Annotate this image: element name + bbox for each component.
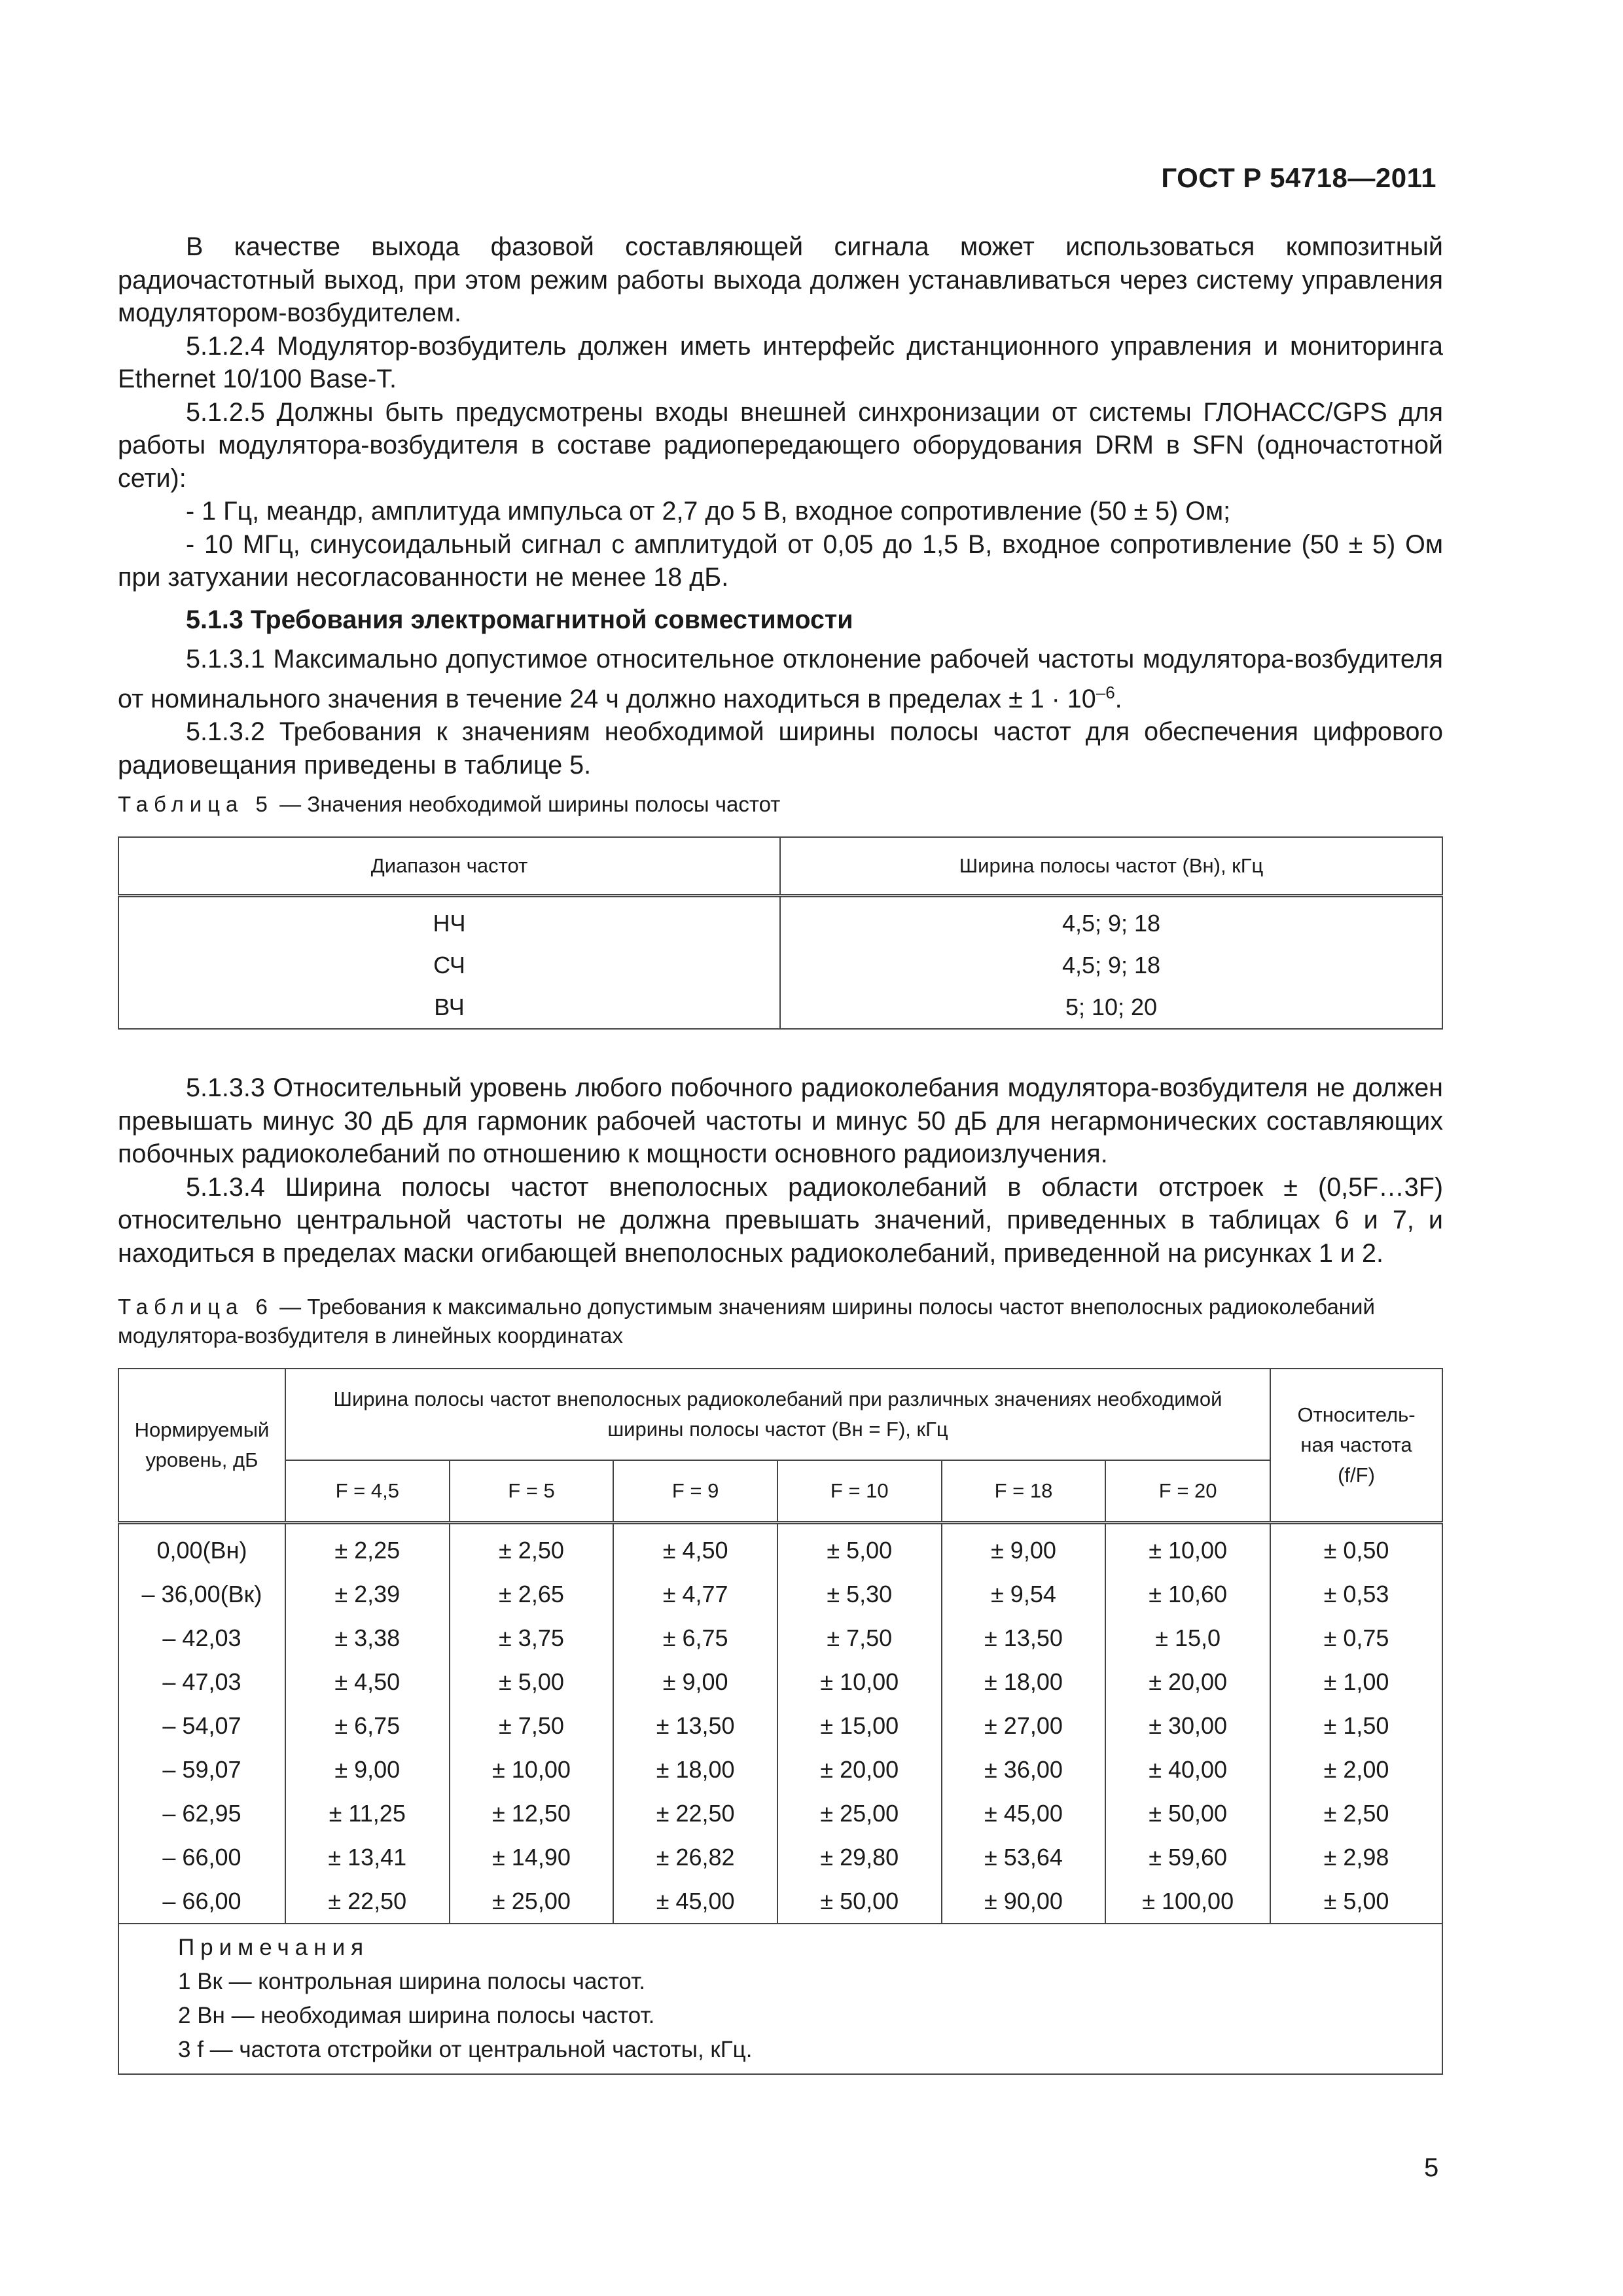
note-item: 3 f — частота отстройки от центральной частоты, кГц. bbox=[178, 2037, 753, 2062]
table-cell: ± 22,50 bbox=[285, 1879, 450, 1924]
table-cell: ± 3,38 bbox=[285, 1616, 450, 1660]
table-cell: – 66,00 bbox=[118, 1879, 285, 1924]
table-cell: – 36,00(Вк) bbox=[118, 1572, 285, 1616]
table-row bbox=[118, 1523, 1442, 1573]
body-text-block-1 bbox=[118, 230, 1443, 781]
paragraph: 5.1.3.4 Ширина полосы частот внеполосных радиоколебаний в области отстроек ± (0,5F…3F) относительно центральной частоты не должна превышать значений, приведенных в таблицах 6 и 7, и находиться в пределах маски огибающей внеполосных радиоколебаний, приведенной на рисунках 1 и 2. bbox=[118, 1172, 1443, 1268]
paragraph: 5.1.2.5 Должны быть предусмотрены входы внешней синхронизации от системы ГЛОНАСС/GPS для работы модулятора-возбудителя в составе радиопередающего оборудования DRM в SFN (одночастотной сети): bbox=[118, 397, 1443, 493]
table-cell: ± 45,00 bbox=[942, 1791, 1106, 1835]
table-cell: ± 2,00 bbox=[1270, 1748, 1442, 1791]
table-cell: – 66,00 bbox=[118, 1835, 285, 1879]
table-cell: ± 10,60 bbox=[1105, 1572, 1270, 1616]
table-cell: – 59,07 bbox=[118, 1748, 285, 1791]
table5-header: Ширина полосы частот (Вн), кГц bbox=[780, 837, 1442, 896]
table-cell: ± 100,00 bbox=[1105, 1879, 1270, 1924]
table-cell: ± 10,00 bbox=[777, 1660, 942, 1704]
table-cell: ± 0,53 bbox=[1270, 1572, 1442, 1616]
table-cell: ± 18,00 bbox=[942, 1660, 1106, 1704]
table6-subheader: F = 5 bbox=[450, 1460, 614, 1523]
table6-subheader: F = 4,5 bbox=[285, 1460, 450, 1523]
table-cell: ± 7,50 bbox=[777, 1616, 942, 1660]
table-cell: ± 30,00 bbox=[1105, 1704, 1270, 1748]
table-cell: ± 2,39 bbox=[285, 1572, 450, 1616]
table-cell: ± 5,00 bbox=[777, 1523, 942, 1573]
list-item: - 10 МГц, синусоидальный сигнал с амплитудой от 0,05 до 1,5 В, входное сопротивление (50 ± 5) Ом при затухании несогласованности не менее 18 дБ. bbox=[118, 529, 1443, 592]
table6-subheader: F = 9 bbox=[613, 1460, 777, 1523]
table6-subheader: F = 18 bbox=[942, 1460, 1106, 1523]
table-cell: ± 5,00 bbox=[450, 1660, 614, 1704]
table-cell: ± 50,00 bbox=[777, 1879, 942, 1924]
table-cell: ± 5,30 bbox=[777, 1572, 942, 1616]
table-cell: ± 1,00 bbox=[1270, 1660, 1442, 1704]
table-cell: ± 6,75 bbox=[285, 1704, 450, 1748]
table6-subheader: F = 20 bbox=[1105, 1460, 1270, 1523]
table-cell: – 54,07 bbox=[118, 1704, 285, 1748]
table-cell: ± 14,90 bbox=[450, 1835, 614, 1879]
table-cell: ± 3,75 bbox=[450, 1616, 614, 1660]
note-item: 1 Вк — контрольная ширина полосы частот. bbox=[178, 1969, 645, 1994]
table-cell: ± 0,50 bbox=[1270, 1523, 1442, 1573]
table-row bbox=[118, 1879, 1442, 1924]
table-row: ВЧ 5; 10; 20 bbox=[118, 986, 1442, 1029]
body-text-block-2 bbox=[118, 1071, 1443, 1270]
table-cell: ± 1,50 bbox=[1270, 1704, 1442, 1748]
table-cell: ± 50,00 bbox=[1105, 1791, 1270, 1835]
table-row: СЧ 4,5; 9; 18 bbox=[118, 944, 1442, 986]
table-cell: ± 10,00 bbox=[1105, 1523, 1270, 1573]
table6-header-relative: Относитель-ная частота (f/F) bbox=[1270, 1369, 1442, 1523]
list-item: - 1 Гц, меандр, амплитуда импульса от 2,7 до 5 В, входное сопротивление (50 ± 5) Ом; bbox=[186, 497, 1231, 526]
table-cell: ± 4,50 bbox=[613, 1523, 777, 1573]
table-cell: ± 9,54 bbox=[942, 1572, 1106, 1616]
table6-header-level: Нормируемый уровень, дБ bbox=[118, 1369, 285, 1523]
table6-subheader: F = 10 bbox=[777, 1460, 942, 1523]
table5-label: Таблица 5 bbox=[118, 792, 274, 816]
table-cell: ± 9,00 bbox=[285, 1748, 450, 1791]
table-cell: ± 4,77 bbox=[613, 1572, 777, 1616]
table-cell: ± 4,50 bbox=[285, 1660, 450, 1704]
table-cell: ± 13,50 bbox=[613, 1704, 777, 1748]
table-cell: ± 12,50 bbox=[450, 1791, 614, 1835]
table-cell: ± 13,41 bbox=[285, 1835, 450, 1879]
table-cell: ± 7,50 bbox=[450, 1704, 614, 1748]
document-header: ГОСТ Р 54718—2011 bbox=[1161, 162, 1436, 193]
page-number: 5 bbox=[1424, 2153, 1439, 2182]
table-cell: ± 2,65 bbox=[450, 1572, 614, 1616]
table-cell: ± 15,0 bbox=[1105, 1616, 1270, 1660]
table-cell: – 62,95 bbox=[118, 1791, 285, 1835]
table-cell: ± 9,00 bbox=[613, 1660, 777, 1704]
table-cell: ± 22,50 bbox=[613, 1791, 777, 1835]
table-row bbox=[118, 1660, 1442, 1704]
table-cell: – 42,03 bbox=[118, 1616, 285, 1660]
paragraph: 5.1.2.4 Модулятор-возбудитель должен иметь интерфейс дистанционного управления и мониторинга Ethernet 10/100 Base-T. bbox=[118, 331, 1443, 393]
table-cell: ± 2,98 bbox=[1270, 1835, 1442, 1879]
table-row bbox=[118, 1791, 1442, 1835]
table-row bbox=[118, 1835, 1442, 1879]
table-cell: ± 20,00 bbox=[1105, 1660, 1270, 1704]
table6-header-group: Ширина полосы частот внеполосных радиоколебаний при различных значениях необходимой ширины полосы частот (Вн = F), кГц bbox=[285, 1369, 1270, 1460]
table6-label: Таблица 6 bbox=[118, 1295, 274, 1319]
table-row bbox=[118, 1572, 1442, 1616]
table-cell: ± 36,00 bbox=[942, 1748, 1106, 1791]
table-cell: ± 2,25 bbox=[285, 1523, 450, 1573]
exponent: –6 bbox=[1096, 682, 1115, 702]
table-cell: ± 27,00 bbox=[942, 1704, 1106, 1748]
table6-caption: Таблица 6 — Требования к максимально допустимым значениям ширины полосы частот внеполосных радиоколебаний модулятора-возбудителя в линейных координатах bbox=[118, 1295, 1375, 1348]
table-cell: ± 11,25 bbox=[285, 1791, 450, 1835]
table-cell: ± 2,50 bbox=[1270, 1791, 1442, 1835]
table-cell: ± 90,00 bbox=[942, 1879, 1106, 1924]
table-cell: ± 0,75 bbox=[1270, 1616, 1442, 1660]
table6-body bbox=[118, 1523, 1442, 1924]
table-cell: ± 20,00 bbox=[777, 1748, 942, 1791]
table-cell: ± 53,64 bbox=[942, 1835, 1106, 1879]
table-cell: ± 45,00 bbox=[613, 1879, 777, 1924]
table-cell: ± 25,00 bbox=[777, 1791, 942, 1835]
table-cell: ± 15,00 bbox=[777, 1704, 942, 1748]
table5-header: Диапазон частот bbox=[118, 837, 780, 896]
table-cell: ± 9,00 bbox=[942, 1523, 1106, 1573]
table-cell: ± 18,00 bbox=[613, 1748, 777, 1791]
table-cell: ± 10,00 bbox=[450, 1748, 614, 1791]
table-row bbox=[118, 1704, 1442, 1748]
table5 bbox=[118, 836, 1443, 1030]
notes-title: Примечания bbox=[178, 1935, 370, 1960]
table-cell: ± 59,60 bbox=[1105, 1835, 1270, 1879]
table-cell: ± 2,50 bbox=[450, 1523, 614, 1573]
paragraph: 5.1.3.1 Максимально допустимое относительное отклонение рабочей частоты модулятора-возбудителя от номинального значения в течение 24 ч должно находиться в пределах ± $1 \cdot 10^{-6}$. bbox=[118, 645, 1443, 713]
table-cell: – 47,03 bbox=[118, 1660, 285, 1704]
note-item: 2 Вн — необходимая ширина полосы частот. bbox=[178, 2003, 655, 2028]
table-cell: ± 25,00 bbox=[450, 1879, 614, 1924]
section-heading: 5.1.3 Требования электромагнитной совместимости bbox=[186, 605, 853, 634]
paragraph: 5.1.3.2 Требования к значениям необходимой ширины полосы частот для обеспечения цифрового радиовещания приведены в таблице 5. bbox=[118, 717, 1443, 780]
paragraph: В качестве выхода фазовой составляющей сигнала может использоваться композитный радиочастотный выход, при этом режим работы выхода должен устанавливаться через систему управления модулятором-возбудителем. bbox=[118, 232, 1443, 327]
table-row bbox=[118, 1616, 1442, 1660]
table-cell: ± 5,00 bbox=[1270, 1879, 1442, 1924]
table-cell: ± 26,82 bbox=[613, 1835, 777, 1879]
table-row bbox=[118, 1748, 1442, 1791]
table-cell: ± 13,50 bbox=[942, 1616, 1106, 1660]
table-cell: ± 29,80 bbox=[777, 1835, 942, 1879]
table-cell: ± 40,00 bbox=[1105, 1748, 1270, 1791]
paragraph: 5.1.3.3 Относительный уровень любого побочного радиоколебания модулятора-возбудителя не должен превышать минус 30 дБ для гармоник рабочей частоты и минус 50 дБ для негармонических составляющих побочных радиоколебаний по отношению к мощности основного радиоизлучения. bbox=[118, 1073, 1443, 1168]
table6 bbox=[118, 1368, 1443, 2075]
table5-caption: Таблица 5 — Значения необходимой ширины полосы частот bbox=[118, 792, 781, 816]
table-cell: ± 6,75 bbox=[613, 1616, 777, 1660]
table-cell: 0,00(Вн) bbox=[118, 1523, 285, 1573]
table-row: НЧ 4,5; 9; 18 bbox=[118, 896, 1442, 945]
table6-notes bbox=[118, 1924, 1442, 2074]
